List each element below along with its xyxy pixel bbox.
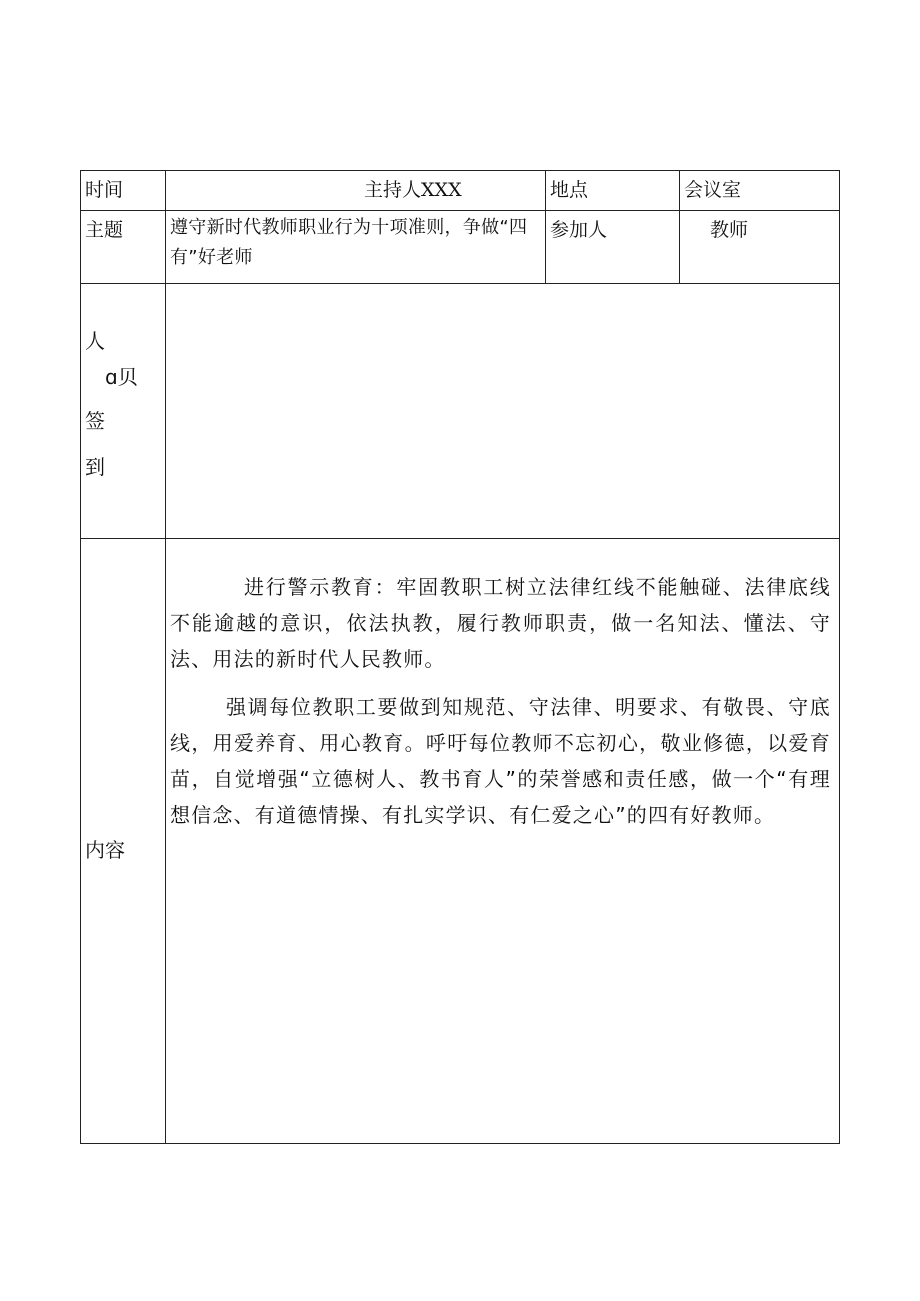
attendees-value-cell — [680, 211, 840, 284]
topic-label: 主题 — [85, 219, 124, 241]
topic-label-cell — [81, 211, 166, 284]
location-value: 会议室 — [684, 179, 742, 201]
table-row — [81, 211, 840, 284]
content-paragraph: 强调每位教职工要做到知规范、守法律、明要求、有敬畏、守底线，用爱养育、用心教育。呼吁每位教师不忘初心，敬业修德，以爱育苗，自觉增强“立德树人、教书育人”的荣誉感和责任感，做一个“有理想信念、有道德情操、有扎实学识、有仁爱之心”的四有好教师。 — [170, 695, 831, 827]
table-row — [81, 171, 840, 211]
content-label-cell — [81, 539, 166, 1144]
content-paragraph: 进行警示教育：牢固教职工树立法律红线不能触碰、法律底线不能逾越的意识，依法执教，履行教师职责，做一名知法、懂法、守法、用法的新时代人民教师。 — [170, 575, 831, 671]
meeting-record-table — [80, 170, 840, 1144]
content-body — [166, 539, 839, 833]
host-label: 主持人 — [364, 179, 422, 201]
time-label: 时间 — [85, 179, 124, 201]
host-cell — [166, 171, 546, 211]
location-value-cell — [680, 171, 840, 211]
content-body-cell — [166, 539, 840, 1144]
signin-label-char: 签 — [85, 409, 105, 433]
table-row — [81, 284, 840, 539]
location-label-cell — [546, 171, 680, 211]
signin-label-char: 到 — [85, 455, 105, 479]
signin-label-char: 人 — [85, 329, 105, 353]
host-line — [166, 171, 545, 205]
attendees-value: 教师 — [710, 219, 749, 241]
topic-value-cell — [166, 211, 546, 284]
host-value: XXX — [421, 179, 462, 201]
signin-label-char: ɑ贝 — [105, 365, 138, 389]
attendees-label-cell — [546, 211, 680, 284]
table-row — [81, 539, 840, 1144]
signin-area[interactable] — [166, 284, 840, 539]
attendees-label: 参加人 — [550, 219, 608, 241]
time-label-cell — [81, 171, 166, 211]
signin-label-cell — [81, 284, 166, 539]
location-label: 地点 — [550, 179, 589, 201]
content-label: 内容 — [85, 838, 125, 862]
topic-value: 遵守新时代教师职业行为十项准则，争做“四有”好老师 — [170, 217, 528, 268]
